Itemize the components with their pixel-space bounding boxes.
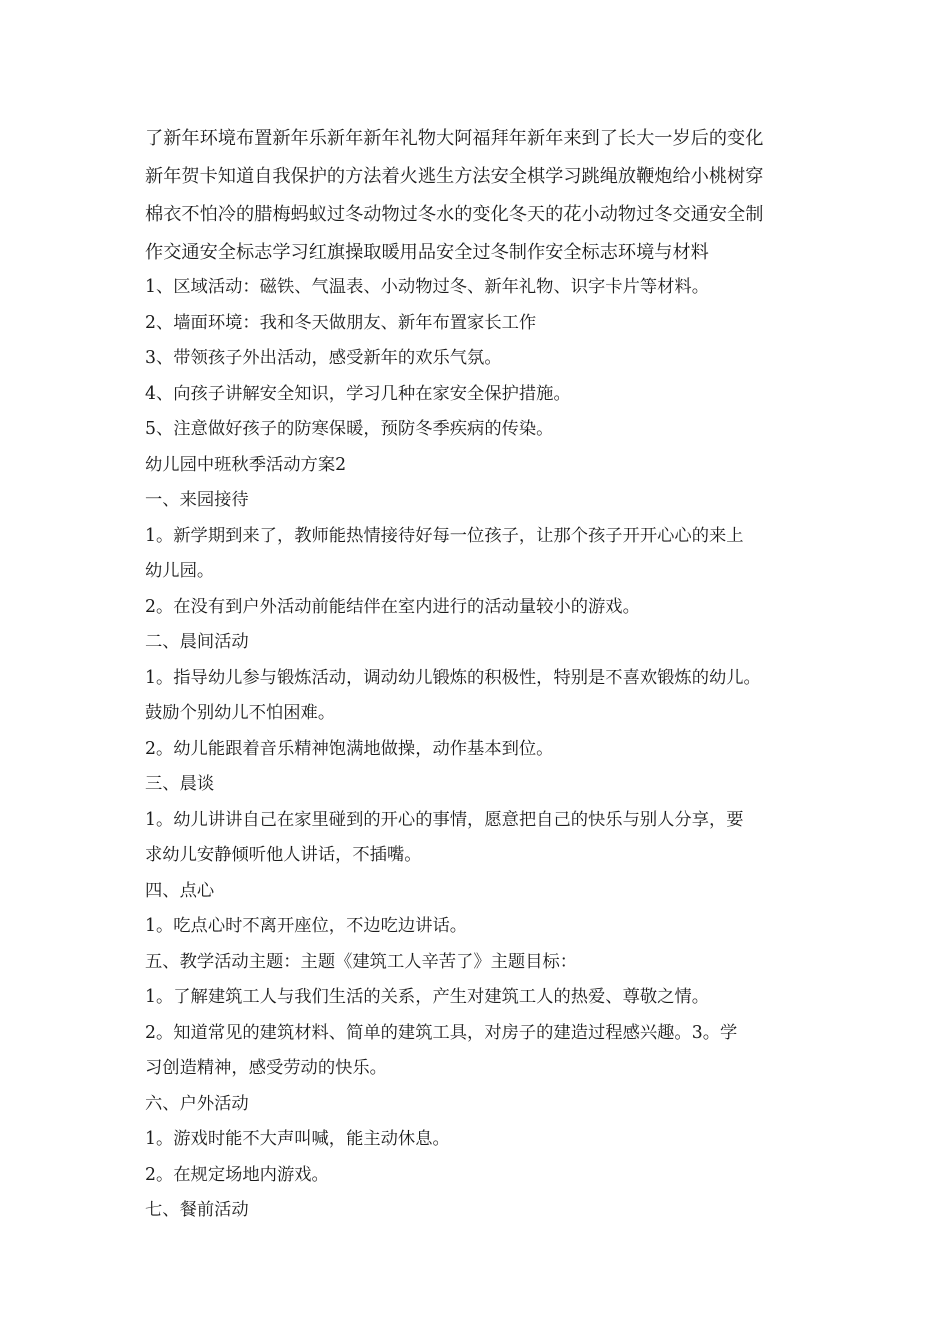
text-line: 作交通安全标志学习红旗操取暖用品安全过冬制作安全标志环境与材料 (145, 242, 709, 263)
text-line: 棉衣不怕冷的腊梅蚂蚁过冬动物过冬水的变化冬天的花小动物过冬交通安全制 (145, 204, 764, 225)
body-paragraphs (145, 270, 825, 1229)
section-heading: 一、来园接待 (145, 490, 249, 510)
section-heading: 四、点心 (145, 880, 215, 901)
list-item: 1。新学期到来了，教师能热情接待好每一位孩子，让那个孩子开开心心的来上 (145, 525, 744, 546)
section-title: 幼儿园中班秋季活动方案2 (145, 454, 347, 475)
list-item: 1。了解建筑工人与我们生活的关系，产生对建筑工人的热爱、尊敬之情。 (145, 987, 709, 1007)
list-item: 2、墙面环境：我和冬天做朋友、新年布置家长工作 (145, 312, 537, 333)
section-heading: 三、晨谈 (145, 774, 215, 794)
list-item: 2。在规定场地内游戏。 (145, 1164, 329, 1185)
section-heading: 二、晨间活动 (145, 632, 249, 652)
list-item: 2。在没有到户外活动前能结伴在室内进行的活动量较小的游戏。 (145, 596, 640, 617)
list-item: 2。幼儿能跟着音乐精神饱满地做操，动作基本到位。 (145, 738, 554, 759)
section-heading: 五、教学活动主题：主题《建筑工人辛苦了》主题目标： (145, 951, 578, 972)
section-heading: 六、户外活动 (145, 1093, 249, 1114)
intro-paragraph (145, 120, 825, 272)
text-line: 了新年环境布置新年乐新年新年礼物大阿福拜年新年来到了长大一岁后的变化 (145, 128, 764, 149)
text-line: 新年贺卡知道自我保护的方法着火逃生方法安全棋学习跳绳放鞭炮给小桃树穿 (145, 166, 764, 187)
list-item: 1。指导幼儿参与锻炼活动，调动幼儿锻炼的积极性，特别是不喜欢锻炼的幼儿。 (145, 667, 761, 688)
list-item: 1。游戏时能不大声叫喊，能主动休息。 (145, 1129, 450, 1149)
list-item: 2。知道常见的建筑材料、简单的建筑工具，对房子的建造过程感兴趣。3。学 (145, 1022, 738, 1043)
list-item: 4、向孩子讲解安全知识，学习几种在家安全保护措施。 (145, 383, 571, 404)
list-item: 1、区域活动：磁铁、气温表、小动物过冬、新年礼物、识字卡片等材料。 (145, 277, 709, 297)
list-item-continuation: 习创造精神，感受劳动的快乐。 (145, 1058, 387, 1078)
document-body (145, 120, 825, 1229)
section-heading: 七、餐前活动 (145, 1200, 249, 1220)
list-item: 3、带领孩子外出活动，感受新年的欢乐气氛。 (145, 348, 502, 368)
list-item-continuation: 鼓励个别幼儿不怕困难。 (145, 703, 336, 723)
list-item: 1。吃点心时不离开座位，不边吃边讲话。 (145, 916, 468, 936)
list-item: 1。幼儿讲讲自己在家里碰到的开心的事情，愿意把自己的快乐与别人分享，要 (145, 809, 744, 830)
list-item-continuation: 幼儿园。 (145, 561, 215, 581)
list-item: 5、注意做好孩子的防寒保暖，预防冬季疾病的传染。 (145, 419, 554, 439)
list-item-continuation: 求幼儿安静倾听他人讲话，不插嘴。 (145, 845, 422, 865)
